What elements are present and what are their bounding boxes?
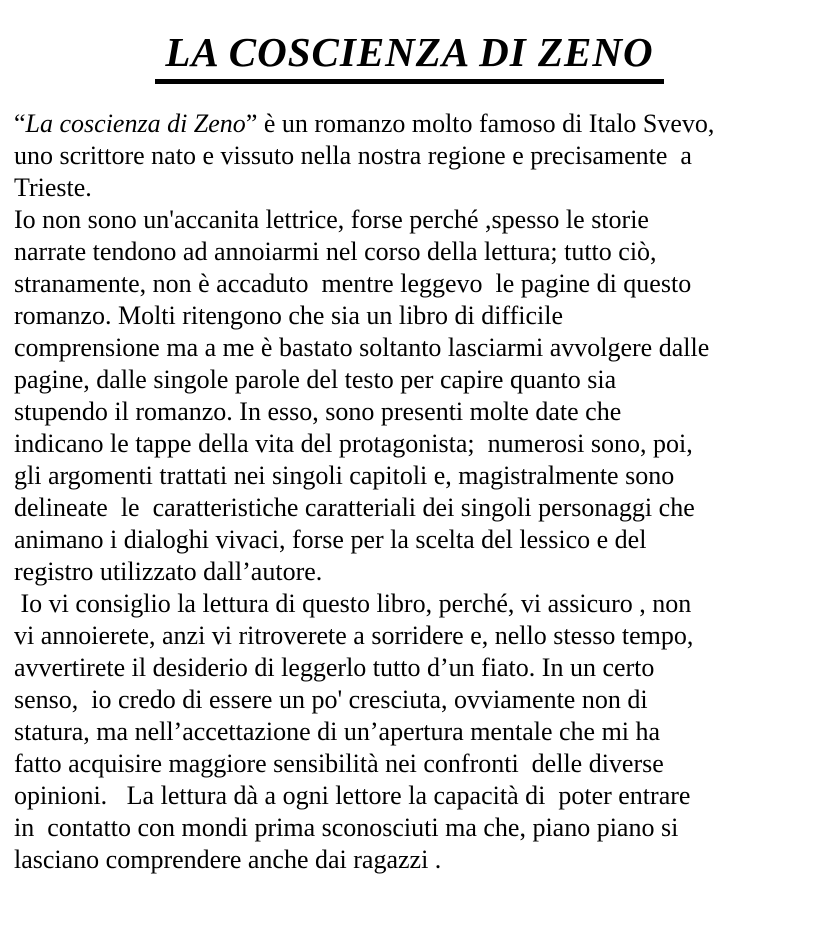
text-segment: stupendo il romanzo. In esso, sono presenti molte date che [14, 397, 622, 427]
text-segment: pagine, dalle singole parole del testo per capire quanto sia [14, 365, 617, 395]
document-body [14, 108, 805, 876]
text-line [14, 172, 805, 204]
text-line [14, 460, 805, 492]
text-line [14, 364, 805, 396]
text-line [14, 684, 805, 716]
text-line [14, 748, 805, 780]
text-segment: avvertirete il desiderio di leggerlo tutto d’un fiato. In un certo [14, 653, 655, 683]
text-line [14, 236, 805, 268]
text-line [14, 588, 805, 620]
text-segment: Io vi consiglio la lettura di questo libro, perché, vi assicuro , non [14, 589, 692, 619]
text-line [14, 844, 805, 876]
text-line [14, 492, 805, 524]
text-line [14, 620, 805, 652]
text-segment: vi annoierete, anzi vi ritroverete a sorridere e, nello stesso tempo, [14, 621, 694, 651]
text-segment: ” è un romanzo molto famoso di Italo Svevo, [245, 109, 715, 139]
document-title: LA COSCIENZA DI ZENO [155, 30, 663, 84]
text-line [14, 108, 805, 140]
text-segment: fatto acquisire maggiore sensibilità nei confronti delle diverse [14, 749, 664, 779]
text-line [14, 556, 805, 588]
text-segment: delineate le caratteristiche caratteriali dei singoli personaggi che [14, 493, 695, 523]
text-line [14, 396, 805, 428]
text-segment: gli argomenti trattati nei singoli capitoli e, magistralmente sono [14, 461, 675, 491]
text-segment: Io non sono un'accanita lettrice, forse perché ,spesso le storie [14, 205, 649, 235]
text-line [14, 332, 805, 364]
text-line [14, 268, 805, 300]
text-segment: opinioni. La lettura dà a ogni lettore la capacità di poter entrare [14, 781, 691, 811]
text-line [14, 204, 805, 236]
text-segment: animano i dialoghi vivaci, forse per la scelta del lessico e del [14, 525, 647, 555]
text-segment: lasciano comprendere anche dai ragazzi . [14, 845, 442, 875]
text-segment: in contatto con mondi prima sconosciuti ma che, piano piano si [14, 813, 679, 843]
text-line [14, 300, 805, 332]
text-line [14, 428, 805, 460]
text-segment: uno scrittore nato e vissuto nella nostra regione e precisamente a [14, 141, 692, 171]
title-row [14, 30, 805, 84]
text-line [14, 716, 805, 748]
text-segment: romanzo. Molti ritengono che sia un libro di difficile [14, 301, 564, 331]
text-segment: statura, ma nell’accettazione di un’apertura mentale che mi ha [14, 717, 661, 747]
text-segment: “ [14, 109, 26, 139]
text-line [14, 652, 805, 684]
text-line [14, 812, 805, 844]
text-segment: registro utilizzato dall’autore. [14, 557, 323, 587]
text-segment: narrate tendono ad annoiarmi nel corso della lettura; tutto ciò, [14, 237, 657, 267]
text-line [14, 780, 805, 812]
text-segment: indicano le tappe della vita del protagonista; numerosi sono, poi, [14, 429, 693, 459]
text-segment: senso, io credo di essere un po' cresciuta, ovviamente non di [14, 685, 648, 715]
text-segment: Trieste. [14, 173, 92, 203]
text-segment: stranamente, non è accaduto mentre leggevo le pagine di questo [14, 269, 692, 299]
text-segment: comprensione ma a me è bastato soltanto lasciarmi avvolgere dalle [14, 333, 710, 363]
book-title-inline: La coscienza di Zeno [25, 109, 246, 139]
text-line [14, 140, 805, 172]
text-line [14, 524, 805, 556]
